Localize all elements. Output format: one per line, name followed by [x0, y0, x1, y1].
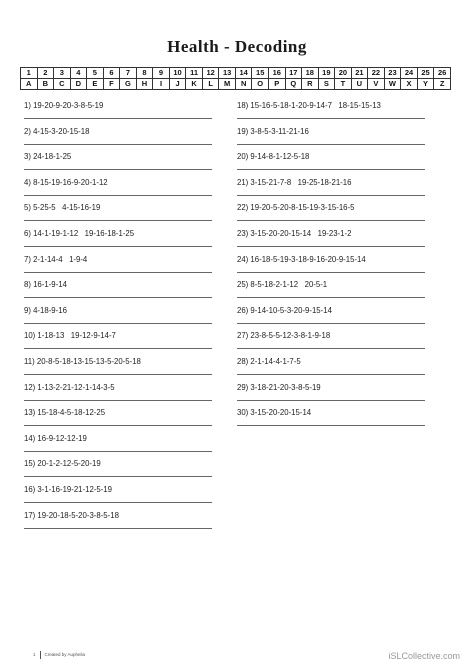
- question-code: 4) 8-15-19-16-9-20-1-12: [24, 177, 108, 187]
- question-item: [237, 151, 432, 177]
- cipher-letter-cell: F: [103, 79, 120, 90]
- cipher-letter-cell: S: [318, 79, 335, 90]
- cipher-letter-cell: X: [401, 79, 418, 90]
- question-code: 27) 23-8-5-5-12-3-8-1-9-18: [237, 331, 331, 341]
- question-code: 16) 3-1-16-19-21-12-5-19: [24, 484, 112, 494]
- cipher-letter-cell: E: [87, 79, 104, 90]
- cipher-letter-cell: Y: [417, 79, 434, 90]
- question-item: [24, 279, 219, 305]
- question-item: [24, 510, 219, 536]
- question-item: [237, 382, 432, 408]
- answer-line[interactable]: [237, 220, 425, 221]
- question-code: 6) 14-1-19-1-12 19-16-18-1-25: [24, 228, 135, 238]
- cipher-letter-cell: V: [368, 79, 385, 90]
- question-code: 3) 24-18-1-25: [24, 152, 72, 162]
- footer-credit: Created by Auphelia: [44, 652, 86, 658]
- answer-line[interactable]: [24, 528, 212, 529]
- answer-line[interactable]: [24, 476, 212, 477]
- answer-line[interactable]: [237, 323, 425, 324]
- question-code: 10) 1-18-13 19-12-9-14-7: [24, 331, 116, 341]
- answer-line[interactable]: [237, 297, 425, 298]
- answer-line[interactable]: [24, 169, 212, 170]
- cipher-number-cell: 25: [417, 68, 434, 79]
- answer-line[interactable]: [24, 502, 212, 503]
- question-item: [24, 305, 219, 331]
- cipher-letter-cell: D: [70, 79, 87, 90]
- question-code: 29) 3-18-21-20-3-8-5-19: [237, 382, 321, 392]
- cipher-letter-cell: W: [384, 79, 401, 90]
- cipher-letter-row: [21, 79, 451, 90]
- cipher-number-cell: 23: [384, 68, 401, 79]
- cipher-letter-cell: G: [120, 79, 137, 90]
- question-item: [24, 228, 219, 254]
- cipher-key-table: [20, 67, 451, 90]
- question-item: [24, 100, 219, 126]
- answer-line[interactable]: [237, 348, 425, 349]
- cipher-letter-cell: C: [54, 79, 71, 90]
- question-item: [237, 202, 432, 228]
- question-code: 21) 3-15-21-7-8 19-25-18-21-16: [237, 177, 352, 187]
- cipher-number-cell: 14: [235, 68, 252, 79]
- site-watermark: iSLCollective.com: [388, 651, 460, 661]
- cipher-letter-cell: K: [186, 79, 203, 90]
- question-item: [237, 330, 432, 356]
- question-code: 26) 9-14-10-5-3-20-9-15-14: [237, 305, 332, 315]
- cipher-number-cell: 24: [401, 68, 418, 79]
- question-item: [237, 407, 432, 433]
- cipher-letter-cell: H: [136, 79, 153, 90]
- cipher-number-row: [21, 68, 451, 79]
- cipher-letter-cell: I: [153, 79, 170, 90]
- answer-line[interactable]: [24, 425, 212, 426]
- question-code: 5) 5-25-5 4-15-16-19: [24, 203, 101, 213]
- cipher-number-cell: 6: [103, 68, 120, 79]
- answer-line[interactable]: [237, 195, 425, 196]
- answer-line[interactable]: [24, 195, 212, 196]
- cipher-letter-cell: N: [235, 79, 252, 90]
- question-code: 8) 16-1-9-14: [24, 280, 67, 290]
- cipher-number-cell: 20: [335, 68, 352, 79]
- cipher-number-cell: 19: [318, 68, 335, 79]
- answer-line[interactable]: [24, 323, 212, 324]
- question-code: 19) 3-8-5-3-11-21-16: [237, 126, 309, 136]
- footer: [33, 651, 85, 659]
- question-code: 2) 4-15-3-20-15-18: [24, 126, 90, 136]
- answer-line[interactable]: [24, 272, 212, 273]
- answer-line[interactable]: [237, 400, 425, 401]
- cipher-letter-cell: M: [219, 79, 236, 90]
- question-item: [24, 356, 219, 382]
- cipher-number-cell: 16: [268, 68, 285, 79]
- answer-line[interactable]: [237, 144, 425, 145]
- question-code: 9) 4-18-9-16: [24, 305, 67, 315]
- footer-divider: [40, 651, 41, 659]
- question-item: [237, 254, 432, 280]
- cipher-number-cell: 15: [252, 68, 269, 79]
- question-code: 30) 3-15-20-20-15-14: [237, 408, 312, 418]
- cipher-letter-cell: Z: [434, 79, 451, 90]
- answer-line[interactable]: [237, 118, 425, 119]
- question-code: 11) 20-8-5-18-13-15-13-5-20-5-18: [24, 356, 141, 366]
- cipher-number-cell: 4: [70, 68, 87, 79]
- cipher-number-cell: 13: [219, 68, 236, 79]
- question-item: [24, 151, 219, 177]
- question-code: 1) 19-20-9-20-3-8-5-19: [24, 101, 104, 110]
- cipher-letter-cell: J: [169, 79, 186, 90]
- answer-line[interactable]: [24, 451, 212, 452]
- cipher-number-cell: 12: [202, 68, 219, 79]
- page-number: 1: [33, 652, 36, 658]
- cipher-number-cell: 9: [153, 68, 170, 79]
- question-item: [24, 126, 219, 152]
- question-code: 15) 20-1-2-12-5-20-19: [24, 459, 101, 469]
- cipher-letter-cell: P: [268, 79, 285, 90]
- question-item: [24, 407, 219, 433]
- question-code: 20) 9-14-8-1-12-5-18: [237, 152, 310, 162]
- question-code: 13) 15-18-4-5-18-12-25: [24, 408, 106, 418]
- cipher-number-cell: 10: [169, 68, 186, 79]
- question-code: 17) 19-20-18-5-20-3-8-5-18: [24, 510, 119, 520]
- question-item: [237, 100, 432, 126]
- question-item: [24, 330, 219, 356]
- question-code: 24) 16-18-5-19-3-18-9-16-20-9-15-14: [237, 254, 366, 264]
- answer-line[interactable]: [24, 144, 212, 145]
- answer-line[interactable]: [24, 400, 212, 401]
- question-item: [237, 228, 432, 254]
- answer-line[interactable]: [237, 272, 425, 273]
- answer-line[interactable]: [24, 220, 212, 221]
- answer-line[interactable]: [237, 246, 425, 247]
- question-item: [237, 177, 432, 203]
- cipher-letter-cell: R: [302, 79, 319, 90]
- cipher-number-cell: 2: [37, 68, 54, 79]
- question-item: [237, 126, 432, 152]
- question-item: [237, 305, 432, 331]
- answer-line[interactable]: [24, 348, 212, 349]
- question-item: [24, 484, 219, 510]
- cipher-letter-cell: Q: [285, 79, 302, 90]
- question-code: 22) 19-20-5-20-8-15-19-3-15-16-5: [237, 203, 355, 213]
- cipher-letter-cell: T: [335, 79, 352, 90]
- answer-line[interactable]: [237, 169, 425, 170]
- question-code: 12) 1-13-2-21-12-1-14-3-5: [24, 382, 115, 392]
- cipher-number-cell: 3: [54, 68, 71, 79]
- answer-line[interactable]: [24, 246, 212, 247]
- answer-line[interactable]: [24, 118, 212, 119]
- cipher-number-cell: 21: [351, 68, 368, 79]
- cipher-number-cell: 7: [120, 68, 137, 79]
- cipher-letter-cell: O: [252, 79, 269, 90]
- cipher-number-cell: 17: [285, 68, 302, 79]
- answer-line[interactable]: [24, 297, 212, 298]
- answer-line[interactable]: [237, 425, 425, 426]
- cipher-letter-cell: U: [351, 79, 368, 90]
- question-item: [24, 458, 219, 484]
- right-question-column: [237, 100, 432, 433]
- question-code: 7) 2-1-14-4 1-9-4: [24, 254, 88, 264]
- cipher-letter-cell: B: [37, 79, 54, 90]
- cipher-letter-cell: A: [21, 79, 38, 90]
- question-code: 18) 15-16-5-18-1-20-9-14-7 18-15-15-13: [237, 101, 381, 110]
- cipher-letter-cell: L: [202, 79, 219, 90]
- answer-line[interactable]: [24, 374, 212, 375]
- cipher-number-cell: 22: [368, 68, 385, 79]
- question-code: 14) 16-9-12-12-19: [24, 433, 87, 443]
- answer-line[interactable]: [237, 374, 425, 375]
- question-item: [237, 356, 432, 382]
- cipher-number-cell: 18: [302, 68, 319, 79]
- question-item: [237, 279, 432, 305]
- question-code: 28) 2-1-14-4-1-7-5: [237, 356, 301, 366]
- cipher-number-cell: 1: [21, 68, 38, 79]
- question-item: [24, 254, 219, 280]
- cipher-number-cell: 11: [186, 68, 203, 79]
- cipher-number-cell: 8: [136, 68, 153, 79]
- cipher-number-cell: 26: [434, 68, 451, 79]
- left-question-column: [24, 100, 219, 535]
- worksheet-title: Health - Decoding: [167, 37, 307, 56]
- question-code: 23) 3-15-20-20-15-14 19-23-1-2: [237, 228, 352, 238]
- question-item: [24, 382, 219, 408]
- question-item: [24, 177, 219, 203]
- cipher-number-cell: 5: [87, 68, 104, 79]
- question-item: [24, 202, 219, 228]
- question-item: [24, 433, 219, 459]
- question-code: 25) 8-5-18-2-1-12 20-5-1: [237, 280, 328, 290]
